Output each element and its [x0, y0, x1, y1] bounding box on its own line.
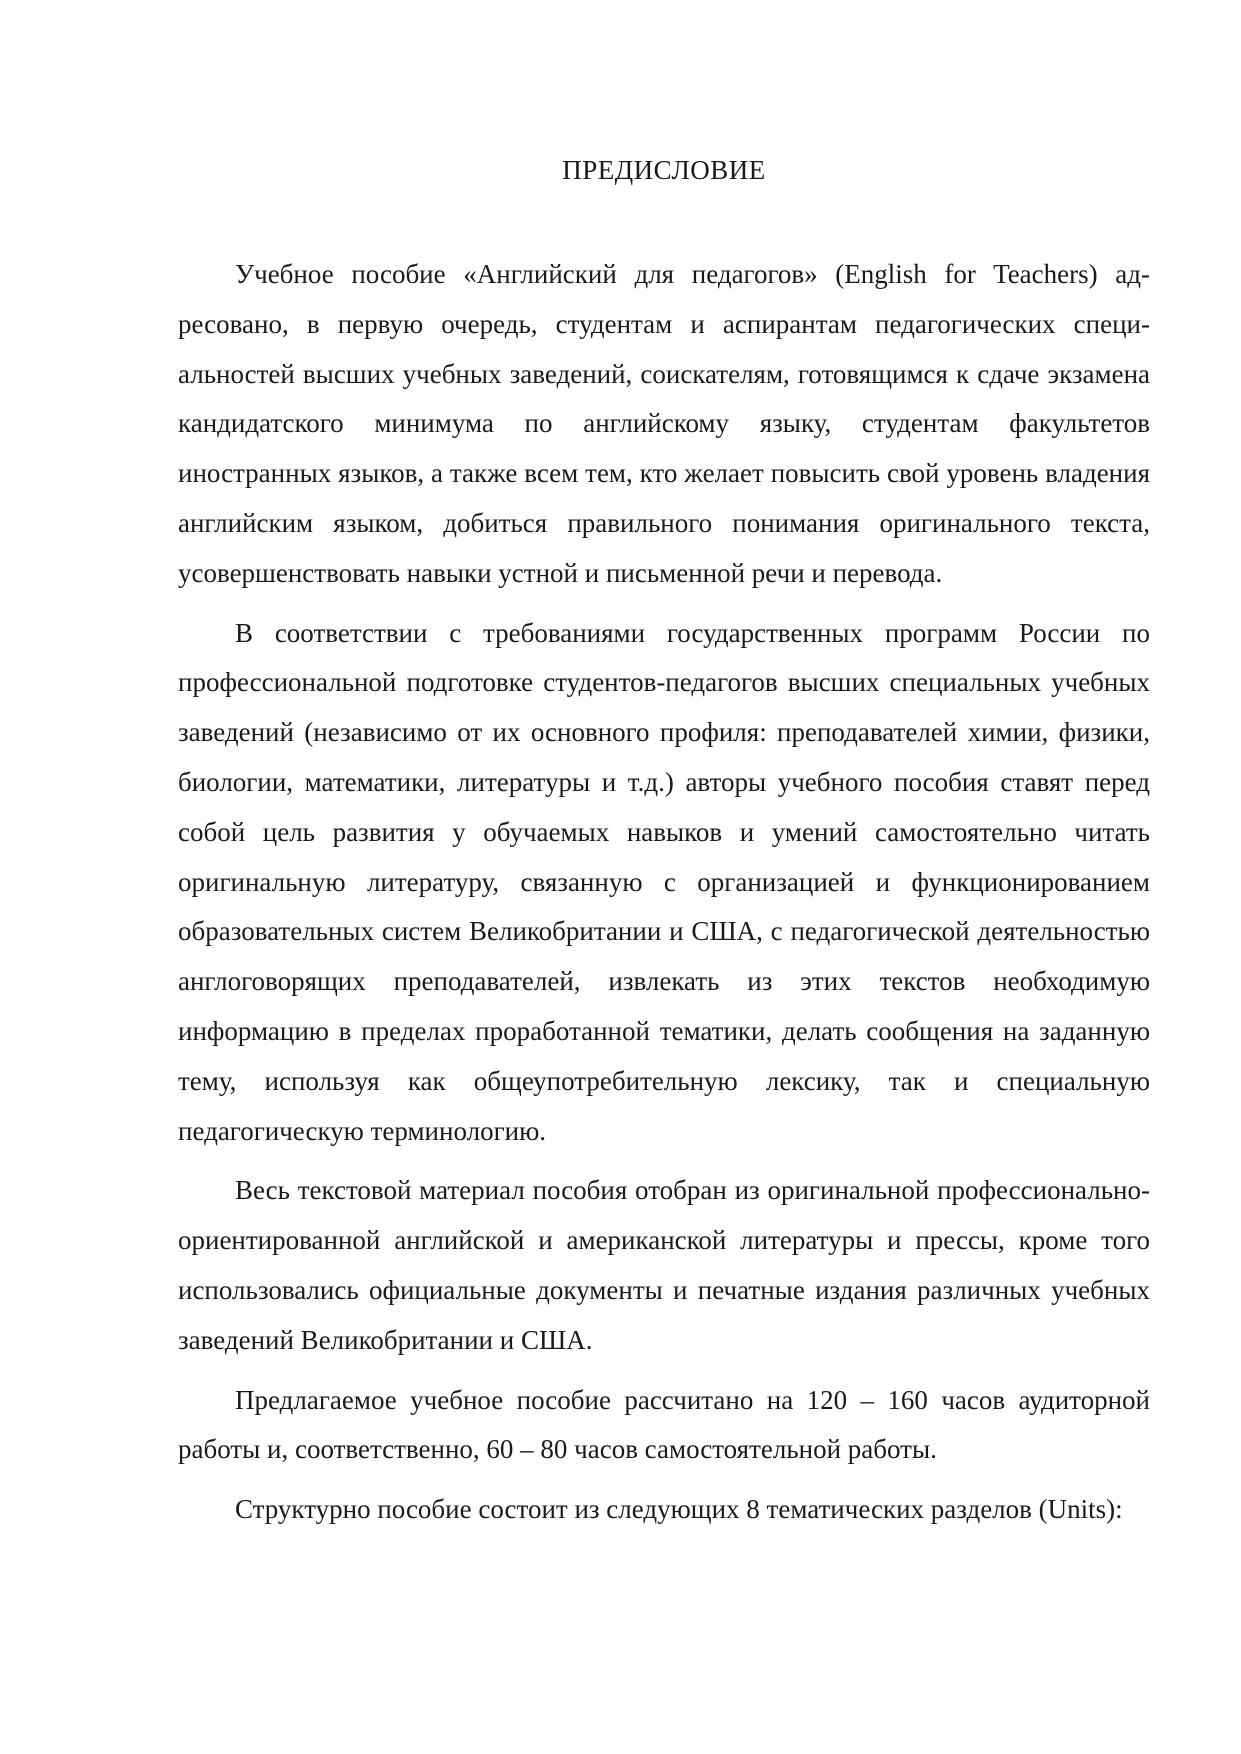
page-title: ПРЕДИСЛОВИЕ — [562, 155, 766, 185]
paragraph-structure: Структурно пособие состоит из следующих 8 тематических разделов (Units): — [235, 1494, 1123, 1525]
paragraph-intro: Учебное пособие «Английский для педагогов» (English for Teachers) адресовано, в первую очередь, студентам и аспирантам педагогических специальностей высших учебных заведений, соискателям, готовящимся к сдаче экзамена кандидатского минимума по английскому языку, студентам факультетов иностранных языков, а также всем тем, кто желает повысить свой уровень владения английским языком, добиться правильного понимания оригинального текста, усовершенствовать навыки устной и письменной речи и перевода. — [178, 259, 1150, 588]
document-page — [178, 140, 1150, 1545]
paragraph-goals: В соответствии с требованиями государственных программ России по профессиональной подготовке студентов-педагогов высших специальных учебных заведений (независимо от их основного профиля: преподавателей химии, физики, биологии, математики, литературы и т.д.) авторы учебного пособия ставят перед собой цель развития у обучаемых навыков и умений самостоятельно читать оригинальную литературу, связанную с организацией и функционированием образовательных систем Великобритании и США, с педагогической деятельностью англоговорящих преподавателей, извлекать из этих текстов необходимую информацию в пределах проработанной тематики, делать сообщения на заданную тему, используя как общеупотребительную лексику, так и специальную педагогическую терминологию. — [178, 617, 1150, 1146]
paragraph-hours: Предлагаемое учебное пособие рассчитано на 120 – 160 часов аудиторной работы и, соответственно, 60 – 80 часов самостоятельной работы. — [178, 1384, 1150, 1465]
paragraph-materials: Весь текстовой материал пособия отобран из оригинальной профессионально-ориентированной английской и американской литературы и прессы, кроме того использовались официальные документы и печатные издания различных учебных заведений Великобритании и США. — [178, 1175, 1150, 1355]
